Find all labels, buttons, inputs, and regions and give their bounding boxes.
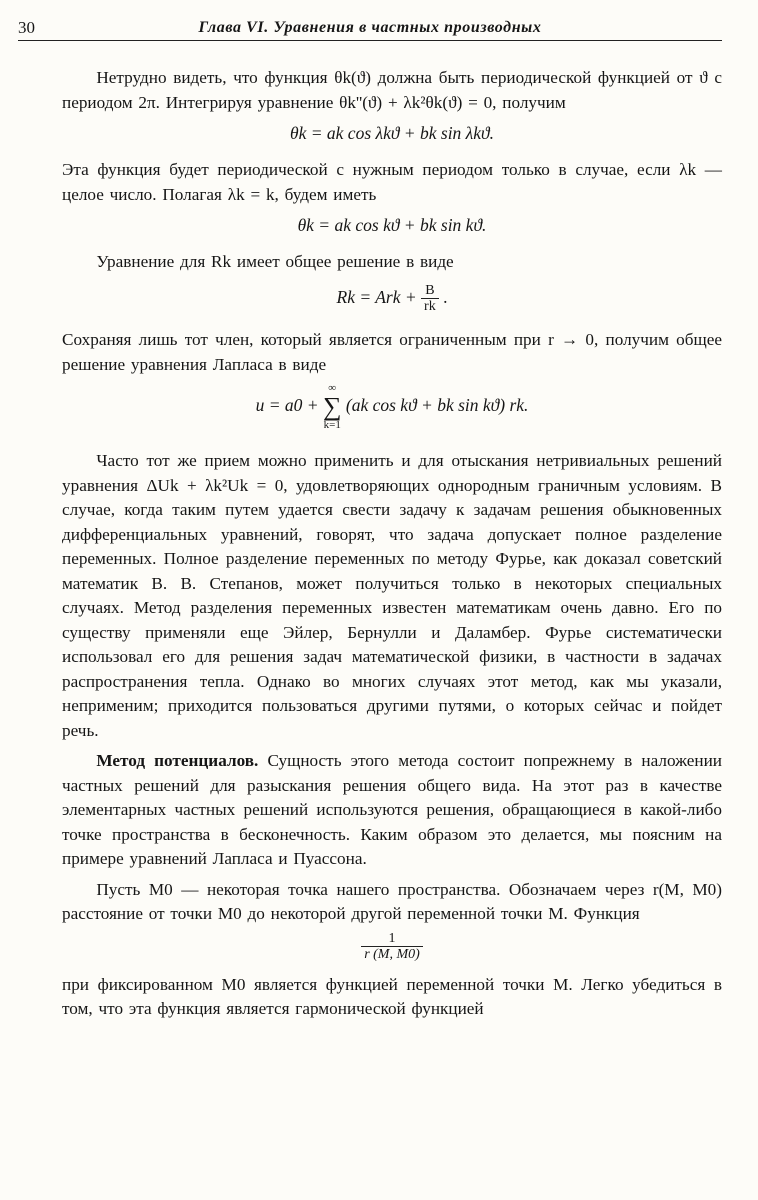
paragraph-integer-lambda: Эта функция будет периодической с нужным периодом только в случае, если λk — целое число. Полагая λk = k, будем иметь bbox=[62, 160, 722, 204]
formula-radial-end: . bbox=[443, 286, 448, 307]
paragraph-potentials bbox=[62, 749, 722, 872]
sum-lower-limit: k=1 bbox=[323, 419, 341, 432]
paragraph-bounded-term: Сохраняя лишь тот член, который является ограниченным при r → 0, получим общее решение уравнения Лапласа в виде bbox=[62, 330, 722, 374]
sum-upper-limit: ∞ bbox=[328, 382, 337, 395]
page-number: 30 bbox=[18, 18, 35, 37]
formula-laplace-series bbox=[62, 383, 722, 431]
paragraph-periodicity: Нетрудно видеть, что функция θk(ϑ) должна быть периодической функцией от ϑ с периодом 2π. Интегрируя уравнение θk''(ϑ) + λk²θk(ϑ) = 0, получим bbox=[62, 68, 722, 112]
fraction-one-over-r bbox=[361, 931, 423, 963]
page-header bbox=[18, 14, 722, 41]
page-body bbox=[62, 66, 722, 1022]
sum-symbol: ∑ bbox=[322, 392, 342, 422]
section-heading-potentials: Метод потенциалов. bbox=[96, 751, 259, 771]
fraction-denominator: rk bbox=[424, 298, 436, 314]
formula-radial-solution bbox=[62, 283, 722, 315]
paragraph-harmonic-function: при фиксированном M0 является функцией переменной точки M. Легко убедиться в том, что эта функция является гармонической функцией bbox=[62, 974, 722, 1019]
fraction-denominator-r: r (M, M0) bbox=[364, 947, 420, 963]
fraction-numerator-one: 1 bbox=[361, 931, 423, 947]
formula-series-right: (ak cos kϑ + bk sin kϑ) rk. bbox=[345, 395, 529, 416]
formula-theta-general: θk = ak cos λkϑ + bk sin λkϑ. bbox=[289, 123, 494, 143]
paragraph-point-distance: Пусть M0 — некоторая точка нашего пространства. Обозначаем через r(M, M0) расстояние от точки M0 до некоторой другой переменной точки M. Функция bbox=[62, 879, 722, 924]
paragraph-separation-method: Часто тот же прием можно применить и для отыскания нетривиальных решений уравнения ΔUk + λk²Uk = 0, удовлетворяющих однородным граничным условиям. В случае, когда таким путем удается свести задачу к задачам решения обыкновенных дифференциальных уравнений, говорят, что задача допускает полное разделение переменных. Полное разделение переменных по методу Фурье, как доказал советский математик В. В. Степанов, может получиться только в некоторых специальных случаях. Метод разделения переменных известен математикам очень давно. Его по существу применяли еще Эйлер, Бернулли и Даламбер. Фурье систематически использовал его для решения задач математической физики, в частности в задачах распространения тепла. Однако во многих случаях этот метод, как мы указали, неприменим; приходится пользоваться другими путями, о которых сейчас и пойдет речь. bbox=[62, 451, 722, 740]
paragraph-radial-equation: Уравнение для Rk имеет общее решение в виде bbox=[96, 252, 454, 271]
formula-series-left: u = a0 + bbox=[255, 395, 319, 416]
formula-radial-left: Rk = Ark + bbox=[336, 286, 417, 307]
paragraph-potentials-text: Сущность этого метода состоит попрежнему в наложении частных решений для разыскания решения общего вида. На этот раз в качестве элементарных частных решений используются решения, обращающиеся в какой-либо точке пространства в бесконечность. Каким образом это делается, мы поясним на примере уравнений Лапласа и Пуассона. bbox=[62, 751, 722, 869]
running-title: Глава VI. Уравнения в частных производных bbox=[198, 19, 542, 36]
fraction-numerator: B bbox=[421, 283, 439, 299]
formula-theta-integer: θk = ak cos kϑ + bk sin kϑ. bbox=[297, 215, 487, 235]
formula-inverse-distance bbox=[62, 931, 722, 963]
fraction-b-over-rk bbox=[421, 283, 439, 315]
summation-sign bbox=[323, 383, 342, 431]
